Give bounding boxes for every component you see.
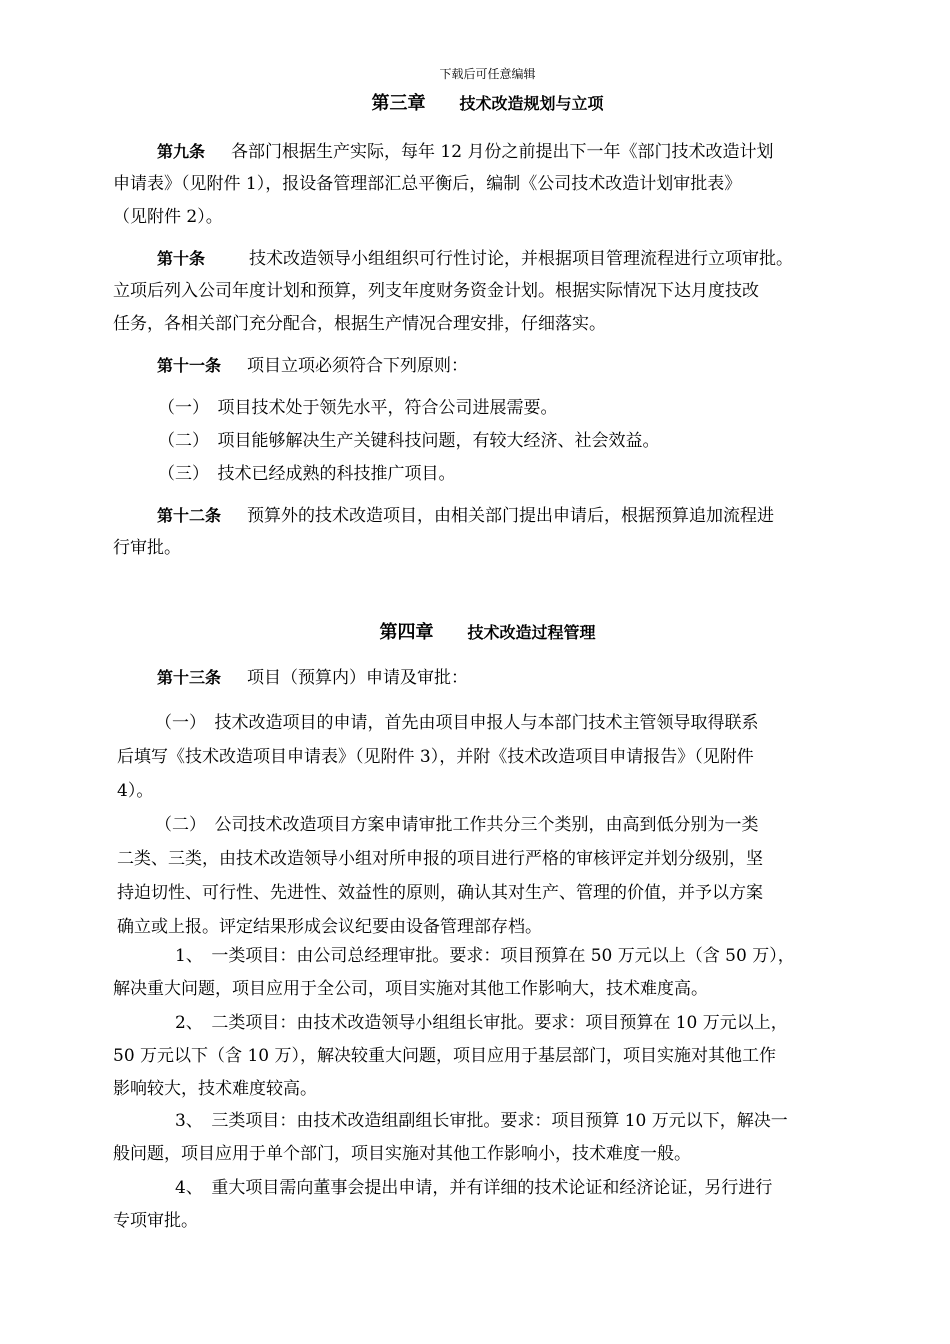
article-9-line-2: 申请表》（见附件 1），报设备管理部汇总平衡后，编制《公司技术改造计划审批表》 xyxy=(113,174,742,194)
article-13-text: 项目（预算内）申请及审批： xyxy=(247,668,469,688)
article-9 xyxy=(113,135,873,234)
article-13-item-3 xyxy=(113,1105,873,1171)
article-12-line-1: 预算外的技术改造项目，由相关部门提出申请后，根据预算追加流程进 xyxy=(247,506,775,526)
article-13-item-4 xyxy=(113,1172,873,1238)
header-note: 下载后可任意编辑 xyxy=(439,67,536,81)
article-12-line-2: 行审批。 xyxy=(113,538,181,558)
chapter-3-title: 技术改造规划与立项 xyxy=(459,94,604,113)
article-13-sub-2 xyxy=(117,808,877,944)
article-10-line-3: 任务，各相关部门充分配合，根据生产情况合理安排，仔细落实。 xyxy=(113,314,606,334)
chapter-4-number: 第四章 xyxy=(379,622,434,643)
article-13-item-2 xyxy=(113,1007,873,1106)
article-11-items xyxy=(158,392,918,491)
chapter-4-heading xyxy=(0,621,950,645)
article-13-item-3-line-1: 3、 三类项目：由技术改造组副组长审批。要求：项目预算 10 万元以下，解决一 xyxy=(175,1111,788,1131)
article-13-item-4-line-1: 4、 重大项目需向董事会提出申请，并有详细的技术论证和经济论证，另行进行 xyxy=(175,1178,773,1198)
article-10-label: 第十条 xyxy=(157,249,206,268)
article-13-sub-1 xyxy=(117,706,877,808)
article-9-line-3: （见附件 2）。 xyxy=(113,207,223,227)
article-13-sub-2-line-2: 二类、三类，由技术改造领导小组对所申报的项目进行严格的审核评定并划分级别，坚 xyxy=(117,849,763,869)
article-13-sub-1-line-2: 后填写《技术改造项目申请表》（见附件 3），并附《技术改造项目申请报告》（见附件 xyxy=(117,747,754,767)
article-11-item-3: （三） 技术已经成熟的科技推广项目。 xyxy=(158,464,456,484)
article-13-sub-2-line-1: （二） 公司技术改造项目方案申请审批工作共分三个类别，由高到低分别为一类 xyxy=(155,815,759,835)
article-11-text: 项目立项必须符合下列原则： xyxy=(247,356,469,376)
article-13-item-4-line-2: 专项审批。 xyxy=(113,1211,198,1231)
article-12 xyxy=(113,499,873,565)
chapter-3-number: 第三章 xyxy=(371,93,426,114)
article-11-item-2: （二） 项目能够解决生产关键科技问题，有较大经济、社会效益。 xyxy=(158,431,660,451)
article-10 xyxy=(113,242,873,341)
article-9-label: 第九条 xyxy=(157,142,206,161)
article-13-item-1-line-2: 解决重大问题，项目应用于全公司，项目实施对其他工作影响大，技术难度高。 xyxy=(113,979,708,999)
article-13 xyxy=(113,661,873,694)
article-13-item-2-line-2: 50 万元以下（含 10 万），解决较重大问题，项目应用于基层部门，项目实施对其他工作 xyxy=(113,1046,776,1066)
article-10-line-2: 立项后列入公司年度计划和预算，列支年度财务资金计划。根据实际情况下达月度技改 xyxy=(113,281,759,301)
article-13-item-1-line-1: 1、 一类项目：由公司总经理审批。要求：项目预算在 50 万元以上（含 50 万）， xyxy=(175,946,795,966)
article-13-sub-2-line-4: 确立或上报。评定结果形成会议纪要由设备管理部存档。 xyxy=(117,917,542,937)
article-10-line-1: 技术改造领导小组组织可行性讨论，并根据项目管理流程进行立项审批。 xyxy=(249,249,794,269)
article-11-item-1: （一） 项目技术处于领先水平，符合公司进展需要。 xyxy=(158,398,558,418)
chapter-4-title: 技术改造过程管理 xyxy=(467,623,596,642)
article-13-sub-1-line-3: 4）。 xyxy=(117,781,154,801)
article-12-label: 第十二条 xyxy=(157,506,222,525)
article-9-line-1: 各部门根据生产实际，每年 12 月份之前提出下一年《部门技术改造计划 xyxy=(231,142,774,162)
article-13-sub-1-line-1: （一） 技术改造项目的申请，首先由项目申报人与本部门技术主管领导取得联系 xyxy=(155,713,759,733)
article-13-item-1 xyxy=(113,940,873,1006)
article-13-item-3-line-2: 般问题，项目应用于单个部门，项目实施对其他工作影响小，技术难度一般。 xyxy=(113,1144,691,1164)
article-11 xyxy=(113,349,873,382)
article-13-item-2-line-1: 2、 二类项目：由技术改造领导小组组长审批。要求：项目预算在 10 万元以上， xyxy=(175,1013,788,1033)
article-11-label: 第十一条 xyxy=(157,356,222,375)
chapter-3-heading xyxy=(0,92,950,116)
article-13-label: 第十三条 xyxy=(157,668,222,687)
article-13-item-2-line-3: 影响较大，技术难度较高。 xyxy=(113,1079,317,1099)
article-13-sub-2-line-3: 持迫切性、可行性、先进性、效益性的原则，确认其对生产、管理的价值，并予以方案 xyxy=(117,883,763,903)
